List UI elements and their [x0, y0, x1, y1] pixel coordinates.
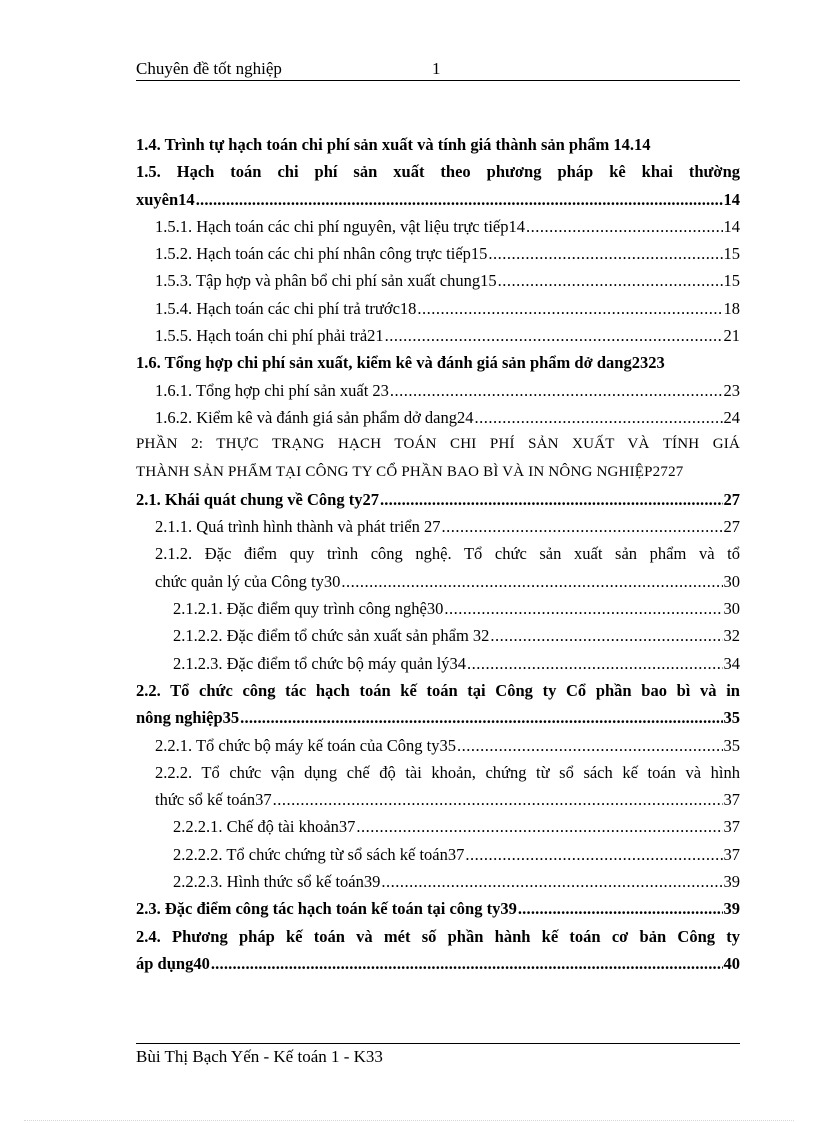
toc-entry[interactable] — [136, 704, 740, 731]
toc-leader-dots — [196, 186, 723, 213]
toc-entry[interactable] — [136, 486, 740, 513]
toc-leader-dots — [390, 377, 723, 404]
toc-entry-text: 2.1.2.3. Đặc điểm tổ chức bộ máy quản lý34 — [173, 653, 467, 673]
page-footer — [136, 1043, 740, 1068]
toc-entry-text: 2.2.2. Tổ chức vận dụng chế độ tài khoản, chứng từ sổ sách kế toán và hình — [155, 762, 740, 782]
toc-leader-dots — [356, 813, 722, 840]
toc-leader-dots — [457, 732, 723, 759]
toc-page-number: 18 — [723, 298, 740, 318]
toc-page-number: 14 — [723, 189, 740, 209]
toc-entry-text: 1.6.2. Kiểm kê và đánh giá sản phẩm dở dang24 — [155, 407, 474, 427]
toc-entry[interactable] — [136, 213, 740, 240]
page-bottom-divider — [24, 1120, 794, 1121]
toc-page-number: 34 — [723, 653, 740, 673]
toc-entry[interactable] — [136, 459, 740, 486]
toc-leader-dots — [385, 322, 723, 349]
toc-entry[interactable] — [136, 540, 740, 567]
toc-leader-dots — [273, 786, 723, 813]
toc-entry[interactable] — [136, 186, 740, 213]
toc-entry-text: áp dụng40 — [136, 953, 210, 973]
toc-entry[interactable] — [136, 404, 740, 431]
toc-leader-dots — [518, 895, 723, 922]
toc-entry[interactable] — [136, 131, 740, 158]
toc-entry-text: 2.1.2.1. Đặc điểm quy trình công nghệ30 — [173, 599, 444, 619]
toc-page-number: 32 — [723, 626, 740, 646]
toc-leader-dots — [444, 595, 722, 622]
toc-entry[interactable] — [136, 650, 740, 677]
toc-leader-dots — [240, 704, 722, 731]
toc-entry-text: 2.1.2.2. Đặc điểm tổ chức sản xuất sản phẩm 32 — [173, 626, 490, 646]
toc-entry-text: 2.2.2.3. Hình thức sổ kế toán39 — [173, 872, 381, 892]
toc-entry[interactable] — [136, 841, 740, 868]
toc-entry-text: PHẦN 2: THỰC TRẠNG HẠCH TOÁN CHI PHÍ SẢN XUẤT VÀ TÍNH GIÁ — [136, 436, 740, 453]
toc-entry-text: 1.5.3. Tập hợp và phân bổ chi phí sản xuất chung15 — [155, 271, 497, 291]
toc-entry[interactable] — [136, 923, 740, 950]
toc-entry-text: 2.4. Phương pháp kế toán và mét số phần hành kế toán cơ bản Công ty — [136, 926, 740, 946]
toc-entry[interactable] — [136, 568, 740, 595]
toc-entry-text: 2.1. Khái quát chung về Công ty27 — [136, 489, 379, 509]
table-of-contents — [136, 131, 740, 977]
toc-entry[interactable] — [136, 813, 740, 840]
toc-entry-text: 2.2.2.2. Tổ chức chứng từ sổ sách kế toán37 — [173, 844, 465, 864]
toc-leader-dots — [442, 513, 723, 540]
toc-entry[interactable] — [136, 895, 740, 922]
toc-entry[interactable] — [136, 295, 740, 322]
toc-entry[interactable] — [136, 622, 740, 649]
toc-page-number: 27 — [723, 517, 740, 537]
toc-page-number: 14 — [723, 216, 740, 236]
toc-entry[interactable] — [136, 349, 740, 376]
toc-page-number: 40 — [723, 953, 740, 973]
toc-entry-text: 1.6. Tổng hợp chi phí sản xuất, kiểm kê và đánh giá sản phẩm dở dang2323 — [136, 353, 665, 373]
toc-entry[interactable] — [136, 513, 740, 540]
toc-page-number: 35 — [723, 735, 740, 755]
toc-page-number: 30 — [723, 599, 740, 619]
toc-entry[interactable] — [136, 732, 740, 759]
toc-entry[interactable] — [136, 158, 740, 185]
footer-author: Bùi Thị Bạch Yến - Kế toán 1 - K33 — [136, 1047, 383, 1066]
toc-page-number: 23 — [723, 380, 740, 400]
toc-entry-text: thức sổ kế toán37 — [155, 790, 272, 810]
toc-page-number: 39 — [723, 872, 740, 892]
toc-entry[interactable] — [136, 868, 740, 895]
toc-page-number: 15 — [723, 244, 740, 264]
toc-leader-dots — [380, 486, 723, 513]
toc-entry[interactable] — [136, 377, 740, 404]
toc-entry[interactable] — [136, 786, 740, 813]
toc-page-number: 37 — [723, 844, 740, 864]
toc-entry-text: 1.5.4. Hạch toán các chi phí trả trước18 — [155, 298, 417, 318]
toc-leader-dots — [381, 868, 722, 895]
toc-entry[interactable] — [136, 759, 740, 786]
toc-entry-text: 2.3. Đặc điểm công tác hạch toán kế toán tại công ty39 — [136, 899, 517, 919]
toc-entry[interactable] — [136, 267, 740, 294]
toc-entry[interactable] — [136, 677, 740, 704]
toc-entry-text: xuyên14 — [136, 189, 195, 209]
header-title: Chuyên đề tốt nghiệp — [136, 59, 282, 78]
toc-entry-text: nông nghiệp35 — [136, 708, 240, 728]
toc-leader-dots — [490, 622, 722, 649]
toc-entry-text: THÀNH SẢN PHẨM TẠI CÔNG TY CỔ PHẦN BAO BÌ VÀ IN NÔNG NGHIỆP2727 — [136, 463, 684, 480]
toc-page-number: 27 — [723, 489, 740, 509]
toc-entry-text: chức quản lý của Công ty30 — [155, 571, 341, 591]
toc-leader-dots — [211, 950, 723, 977]
toc-leader-dots — [526, 213, 723, 240]
toc-entry-text: 1.5.1. Hạch toán các chi phí nguyên, vật liệu trực tiếp14 — [155, 216, 525, 236]
toc-entry-text: 2.1.1. Quá trình hình thành và phát triển 27 — [155, 517, 441, 537]
toc-leader-dots — [467, 650, 722, 677]
toc-leader-dots — [465, 841, 722, 868]
toc-page-number: 15 — [723, 271, 740, 291]
toc-leader-dots — [341, 568, 722, 595]
toc-entry-text: 1.5.5. Hạch toán chi phí phải trả21 — [155, 326, 384, 346]
toc-entry[interactable] — [136, 595, 740, 622]
toc-entry[interactable] — [136, 431, 740, 458]
toc-entry-text: 1.5.2. Hạch toán các chi phí nhân công trực tiếp15 — [155, 244, 488, 264]
toc-page-number: 35 — [723, 708, 740, 728]
toc-entry-text: 1.4. Trình tự hạch toán chi phí sản xuất và tính giá thành sản phẩm 14.14 — [136, 135, 651, 154]
toc-page-number: 39 — [723, 899, 740, 919]
toc-page-number: 30 — [723, 571, 740, 591]
toc-page-number: 37 — [723, 817, 740, 837]
toc-entry[interactable] — [136, 322, 740, 349]
toc-page-number: 24 — [723, 407, 740, 427]
toc-entry-text: 2.2.2.1. Chế độ tài khoản37 — [173, 817, 356, 837]
toc-leader-dots — [488, 240, 722, 267]
toc-entry-text: 1.6.1. Tổng hợp chi phí sản xuất 23 — [155, 380, 389, 400]
page-header — [136, 58, 740, 81]
toc-entry-text: 2.2.1. Tổ chức bộ máy kế toán của Công ty35 — [155, 735, 456, 755]
toc-entry[interactable] — [136, 240, 740, 267]
header-page-number: 1 — [432, 59, 441, 78]
toc-leader-dots — [498, 267, 723, 294]
toc-page-number: 21 — [723, 326, 740, 346]
toc-entry[interactable] — [136, 950, 740, 977]
toc-leader-dots — [475, 404, 723, 431]
toc-entry-text: 2.2. Tổ chức công tác hạch toán kế toán tại Công ty Cổ phần bao bì và in — [136, 680, 740, 700]
toc-leader-dots — [417, 295, 722, 322]
toc-entry-text: 1.5. Hạch toán chi phí sản xuất theo phương pháp kê khai thường — [136, 162, 740, 182]
toc-entry-text: 2.1.2. Đặc điểm quy trình công nghệ. Tổ chức sản xuất sản phẩm và tổ — [155, 544, 740, 564]
toc-page-number: 37 — [723, 790, 740, 810]
